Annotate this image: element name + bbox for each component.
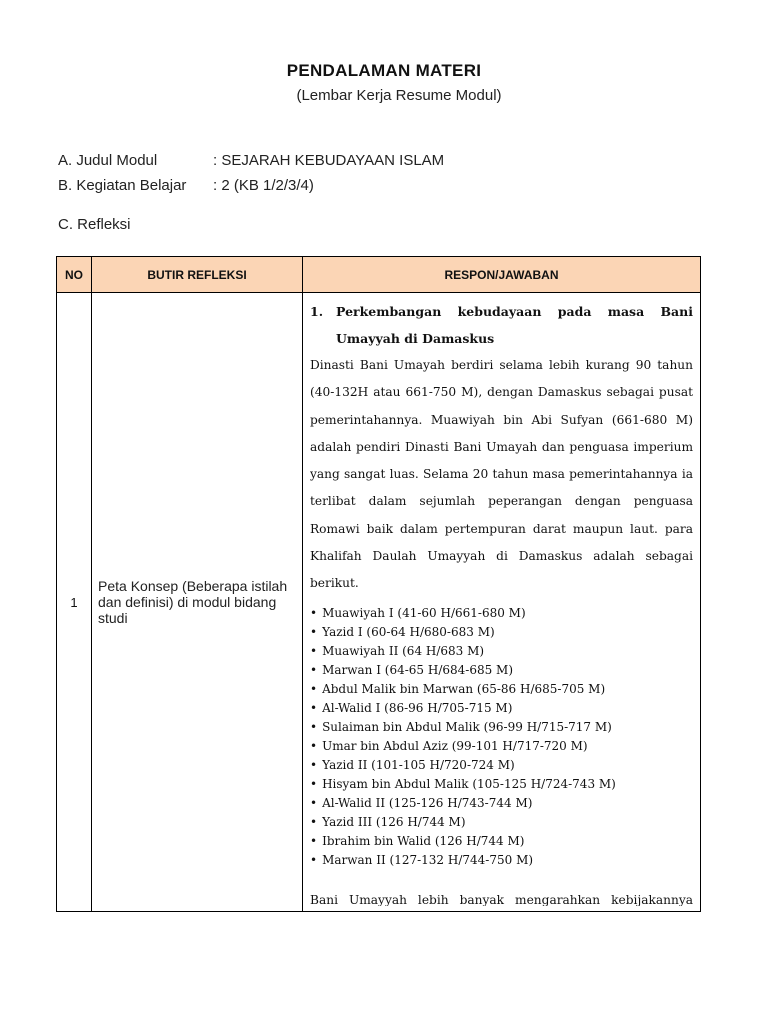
list-item: • Abdul Malik bin Marwan (65-86 H/685-705 M) [310, 680, 693, 699]
kegiatan-belajar-row [58, 177, 314, 194]
list-item: • Ibrahim bin Walid (126 H/744 M) [310, 832, 693, 851]
kegiatan-belajar-value: : 2 (KB 1/2/3/4) [213, 177, 314, 194]
page-title: PENDALAMAN MATERI [286, 61, 482, 80]
intro-paragraph: Dinasti Bani Umayah berdiri selama lebih kurang 90 tahun (40-132H atau 661-750 M), dengan Damaskus sebagai pusat pemerintahannya. Muawiyah bin Abi Sufyan (661-680 M) adalah pendiri Dinasti Bani Umayah dan penguasa imperium yang sangat luas. Selama 20 tahun masa pemerintahannya ia terlibat dalam sejumlah peperangan dengan penguasa Romawi baik dalam pertempuran darat maupun laut. para Khalifah Daulah Umayyah di Damaskus adalah sebagai berikut. [310, 358, 693, 591]
list-item: • Al-Walid II (125-126 H/743-744 M) [310, 794, 693, 813]
list-item: • Yazid I (60-64 H/680-683 M) [310, 623, 693, 642]
respon-content [310, 298, 693, 906]
header-respon-jawaban: RESPON/JAWABAN [303, 257, 701, 293]
list-item: • Marwan I (64-65 H/684-685 M) [310, 661, 693, 680]
list-item: • Hisyam bin Abdul Malik (105-125 H/724-743 M) [310, 775, 693, 794]
respon-cell [303, 293, 701, 912]
row-number: 1 [57, 293, 92, 912]
list-item: • Muawiyah II (64 H/683 M) [310, 642, 693, 661]
table-row [57, 293, 701, 912]
khalifah-list [310, 604, 693, 870]
list-item: • Muawiyah I (41-60 H/661-680 M) [310, 604, 693, 623]
list-item: • Sulaiman bin Abdul Malik (96-99 H/715-717 M) [310, 718, 693, 737]
list-item: • Umar bin Abdul Aziz (99-101 H/717-720 M) [310, 737, 693, 756]
judul-modul-value: : SEJARAH KEBUDAYAAN ISLAM [213, 152, 445, 169]
refleksi-label: C. Refleksi [58, 216, 131, 233]
refleksi-table [56, 256, 701, 912]
section-heading [310, 298, 693, 352]
header-butir-refleksi: BUTIR REFLEKSI [92, 257, 303, 293]
butir-refleksi-cell: Peta Konsep (Beberapa istilah dan definisi) di modul bidang studi [92, 293, 303, 912]
kegiatan-belajar-label: B. Kegiatan Belajar [58, 177, 187, 194]
table-header-row [57, 257, 701, 293]
judul-modul-label: A. Judul Modul [58, 152, 158, 169]
section-heading-line1: Perkembangan kebudayaan pada masa Bani [336, 304, 693, 319]
page-subtitle: (Lembar Kerja Resume Modul) [296, 87, 502, 104]
closing-paragraph: Bani Umayyah lebih banyak mengarahkan kebijakannya [310, 892, 693, 906]
judul-modul-row [58, 152, 444, 169]
list-item: • Yazid III (126 H/744 M) [310, 813, 693, 832]
list-item: • Al-Walid I (86-96 H/705-715 M) [310, 699, 693, 718]
section-heading-line2: Umayyah di Damaskus [336, 331, 495, 346]
list-item: • Marwan II (127-132 H/744-750 M) [310, 851, 693, 870]
header-no: NO [57, 257, 92, 293]
list-item: • Yazid II (101-105 H/720-724 M) [310, 756, 693, 775]
section-heading-number: 1. [310, 304, 324, 319]
